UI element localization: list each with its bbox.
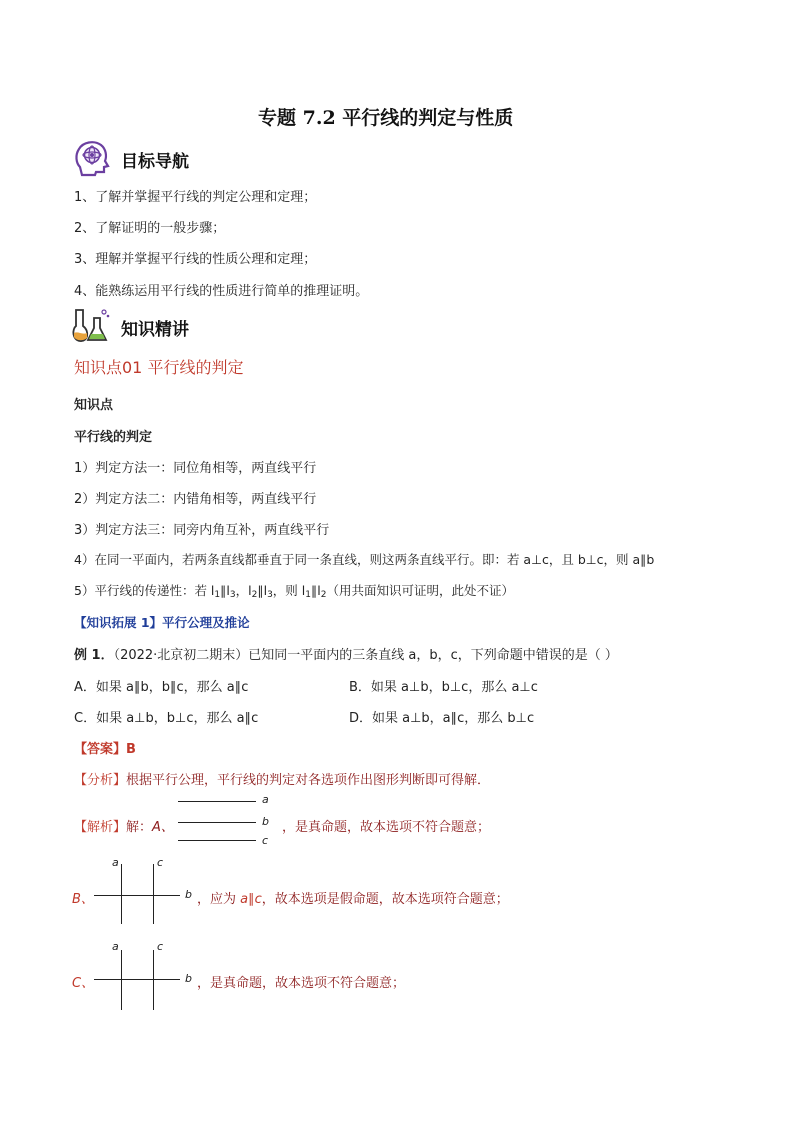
knowledge-point-title: 知识点01 平行线的判定 [74,358,244,377]
line-c [153,864,154,924]
line-c [153,950,154,1010]
goal-item-4: 4、能熟练运用平行线的性质进行简单的推理证明。 [74,284,369,299]
knowledge-subtitle: 平行线的判定 [74,430,153,445]
line-a [178,801,256,802]
method-5: 5）平行线的传递性：若 $l_1\parallel l_3$，$l_2\parallel l_3$，则 $l_1\parallel l_2$（用共面知识可证明，此处不证） [74,583,514,600]
method-3: 3）判定方法三：同旁内角互补，两直线平行 [74,523,330,538]
option-b: B．如果 a⊥b，b⊥c，那么 a⊥c [349,680,538,695]
line-a [121,950,122,1010]
option-c: C．如果 a⊥b，b⊥c，那么 a∥c [74,711,259,726]
flask-icon [70,306,112,344]
method-4: 4）在同一平面内，若两条直线都垂直于同一条直线，则这两条直线平行。即：若 a⊥c，且 b⊥c，则 a∥b [74,552,655,567]
goal-item-2: 2、了解证明的一般步骤； [74,221,226,236]
solution-a-text: ，是真命题，故本选项不符合题意； [282,820,491,835]
label-c: c [157,856,164,869]
answer-line: 【答案】B [74,742,136,757]
label-b: b [185,972,192,985]
solution-a-line: 【解析】解：A、 [74,820,174,835]
line-a [121,864,122,924]
section-heading-knowledge: 知识精讲 [121,320,189,340]
line-c [178,840,256,841]
line-b [94,895,180,896]
knowledge-label: 知识点 [74,398,114,413]
goal-item-1: 1、了解并掌握平行线的判定公理和定理； [74,190,317,205]
extension-heading: 【知识拓展 1】平行公理及推论 [74,615,250,630]
brain-icon [72,137,112,177]
example-question: 例 1．（2022·北京初二期末）已知同一平面内的三条直线 a，b，c，下列命题中错误的是（ ） [74,648,618,663]
goal-item-3: 3、理解并掌握平行线的性质公理和定理； [74,252,317,267]
label-a: a [112,940,119,953]
analysis-line: 【分析】根据平行公理，平行线的判定对各选项作出图形判断即可得解． [74,773,491,788]
page-title: 专题 7.2 平行线的判定与性质 [258,107,514,129]
label-a: a [262,793,269,806]
label-c: c [262,834,269,847]
section-heading-goals: 目标导航 [121,152,189,172]
label-c: c [157,940,164,953]
solution-b-prefix: B、 [72,892,94,907]
method-2: 2）判定方法二：内错角相等，两直线平行 [74,492,317,507]
solution-c-text: ，是真命题，故本选项不符合题意； [197,976,406,991]
label-b: b [185,888,192,901]
option-a: A．如果 a∥b，b∥c，那么 a∥c [74,680,249,695]
line-b [178,822,256,823]
label-a: a [112,856,119,869]
solution-b-text: ，应为 a∥c，故本选项是假命题，故本选项符合题意； [197,892,509,907]
method-1: 1）判定方法一：同位角相等，两直线平行 [74,461,317,476]
label-b: b [262,815,269,828]
line-b [94,979,180,980]
option-d: D．如果 a⊥b，a∥c，那么 b⊥c [349,711,535,726]
solution-c-prefix: C、 [72,976,95,991]
